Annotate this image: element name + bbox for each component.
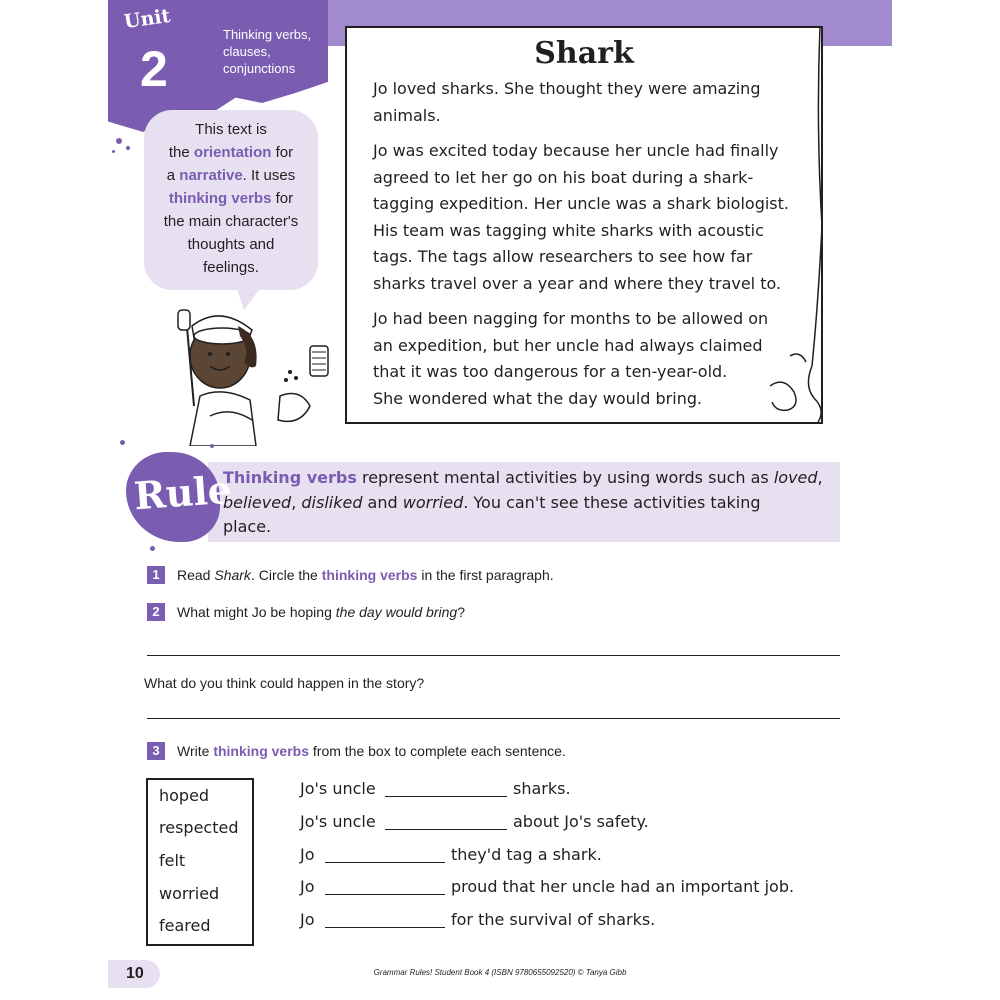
- paint-splat: [126, 146, 130, 150]
- question-text-part: Write: [177, 743, 214, 759]
- bubble-keyword: orientation: [193, 144, 272, 161]
- bubble-line: [148, 187, 314, 210]
- story-paragraph-3: [373, 306, 813, 412]
- question-1-text: [177, 567, 554, 583]
- question-keyword: thinking verbs: [321, 567, 418, 583]
- fill-in-blank[interactable]: [325, 894, 445, 895]
- unit-number: 2: [140, 41, 168, 97]
- bubble-keyword: narrative: [179, 167, 243, 184]
- sentence-start: Jo: [300, 845, 315, 864]
- bubble-line: [148, 164, 314, 187]
- word-box-item: hoped: [159, 786, 210, 805]
- story-paragraph-1: [373, 76, 813, 129]
- rule-example: disliked: [301, 492, 363, 512]
- sentence-end: they'd tag a shark.: [451, 845, 602, 864]
- paint-splat: [112, 150, 115, 153]
- topic-line: Thinking verbs,: [223, 27, 312, 42]
- story-line: sharks travel over a year and where they travel to.: [373, 273, 782, 293]
- rule-text-part: ,: [291, 492, 302, 512]
- bubble-text: for: [271, 144, 294, 161]
- paint-splat: [210, 444, 214, 448]
- rule-text: [223, 466, 835, 540]
- question-text-part: Read: [177, 567, 215, 583]
- story-line: tags. The tags allow researchers to see how far: [373, 247, 753, 267]
- word-box-item: feared: [159, 916, 211, 935]
- answer-line[interactable]: [147, 718, 840, 719]
- question-number: 3: [147, 742, 165, 760]
- rule-label: Rule: [132, 466, 234, 519]
- bubble-line: This text is: [195, 121, 267, 138]
- story-line: tagging expedition. Her uncle was a shark biologist.: [373, 194, 789, 214]
- story-line: animals.: [373, 105, 441, 125]
- question-keyword: thinking verbs: [213, 743, 309, 759]
- sentence-end: about Jo's safety.: [513, 812, 649, 831]
- story-title: Shark: [534, 36, 634, 71]
- story-line: that it was too dangerous for a ten-year-old.: [373, 362, 728, 382]
- question-text-part: in the first paragraph.: [417, 567, 554, 583]
- question-text-part: . Circle the: [250, 567, 322, 583]
- sentence-start: Jo's uncle: [300, 779, 376, 798]
- rule-text-part: represent mental activities by using words such as: [356, 468, 774, 487]
- bubble-line: feelings.: [203, 259, 259, 276]
- girl-snorkel-illustration: [160, 296, 350, 446]
- speech-bubble-text: [148, 118, 314, 279]
- story-paragraph-2: [373, 138, 813, 298]
- paint-splat: [150, 546, 155, 551]
- bubble-keyword: thinking verbs: [168, 190, 272, 207]
- topic-line: conjunctions: [223, 61, 296, 76]
- sentence-end: for the survival of sharks.: [451, 910, 656, 929]
- bubble-text: for: [271, 190, 294, 207]
- rule-text-part: place.: [223, 517, 272, 536]
- question-number: 1: [147, 566, 165, 584]
- rule-example: worried: [402, 492, 464, 512]
- footer-credit: Grammar Rules! Student Book 4 (ISBN 9780655092520) © Tanya Gibb: [373, 968, 627, 977]
- story-line: She wondered what the day would bring.: [373, 388, 703, 408]
- rule-keyword: Thinking verbs: [223, 468, 357, 487]
- fill-in-blank[interactable]: [385, 796, 507, 797]
- topic-line: clauses,: [223, 44, 271, 59]
- sentence-start: Jo: [300, 910, 315, 929]
- bubble-line: [148, 141, 314, 164]
- bubble-text: a: [166, 167, 180, 184]
- story-line: Jo had been nagging for months to be allowed on: [373, 309, 769, 328]
- fill-in-blank[interactable]: [325, 862, 445, 863]
- sentence-start: Jo's uncle: [300, 812, 376, 831]
- question-text-part: ?: [457, 604, 465, 620]
- question-2-text: [177, 604, 465, 620]
- question-italic: Shark: [214, 567, 251, 583]
- page-number: 10: [108, 960, 160, 988]
- story-line: Jo loved sharks. She thought they were amazing: [373, 79, 761, 98]
- question-number: 2: [147, 603, 165, 621]
- rule-example: believed: [223, 492, 292, 512]
- rule-text-part: . You can't see these activities taking: [463, 492, 761, 512]
- word-box-item: felt: [159, 851, 186, 870]
- story-line: His team was tagging white sharks with acoustic: [373, 220, 764, 240]
- paint-splat: [116, 138, 122, 144]
- rule-text-part: ,: [817, 468, 823, 487]
- word-box-item: worried: [159, 884, 220, 903]
- sentence-end: proud that her uncle had an important job.: [451, 877, 795, 896]
- bubble-text: the: [168, 144, 194, 161]
- question-2b-text: What do you think could happen in the story?: [144, 675, 425, 691]
- paint-splat: [120, 440, 125, 445]
- word-box-item: respected: [159, 818, 239, 837]
- unit-label: Unit: [122, 4, 172, 34]
- bubble-text: . It uses: [242, 167, 296, 184]
- unit-topic: [223, 26, 333, 77]
- question-3-text: [177, 743, 566, 759]
- bubble-line: thoughts and: [187, 236, 275, 253]
- question-text-part: What might Jo be hoping: [177, 604, 336, 620]
- fill-in-blank[interactable]: [385, 829, 507, 830]
- sentence-start: Jo: [300, 877, 315, 896]
- answer-line[interactable]: [147, 655, 840, 656]
- rule-example: loved: [773, 468, 818, 487]
- story-line: Jo was excited today because her uncle had finally: [373, 141, 779, 160]
- story-line: an expedition, but her uncle had always claimed: [373, 335, 763, 355]
- fill-in-blank[interactable]: [325, 927, 445, 928]
- story-line: agreed to let her go on his boat during a shark-: [373, 167, 754, 187]
- sentence-end: sharks.: [513, 779, 571, 798]
- question-text-part: from the box to complete each sentence.: [309, 743, 566, 759]
- rule-text-part: and: [362, 492, 403, 512]
- question-italic: the day would bring: [335, 604, 458, 620]
- bubble-line: the main character's: [163, 213, 299, 230]
